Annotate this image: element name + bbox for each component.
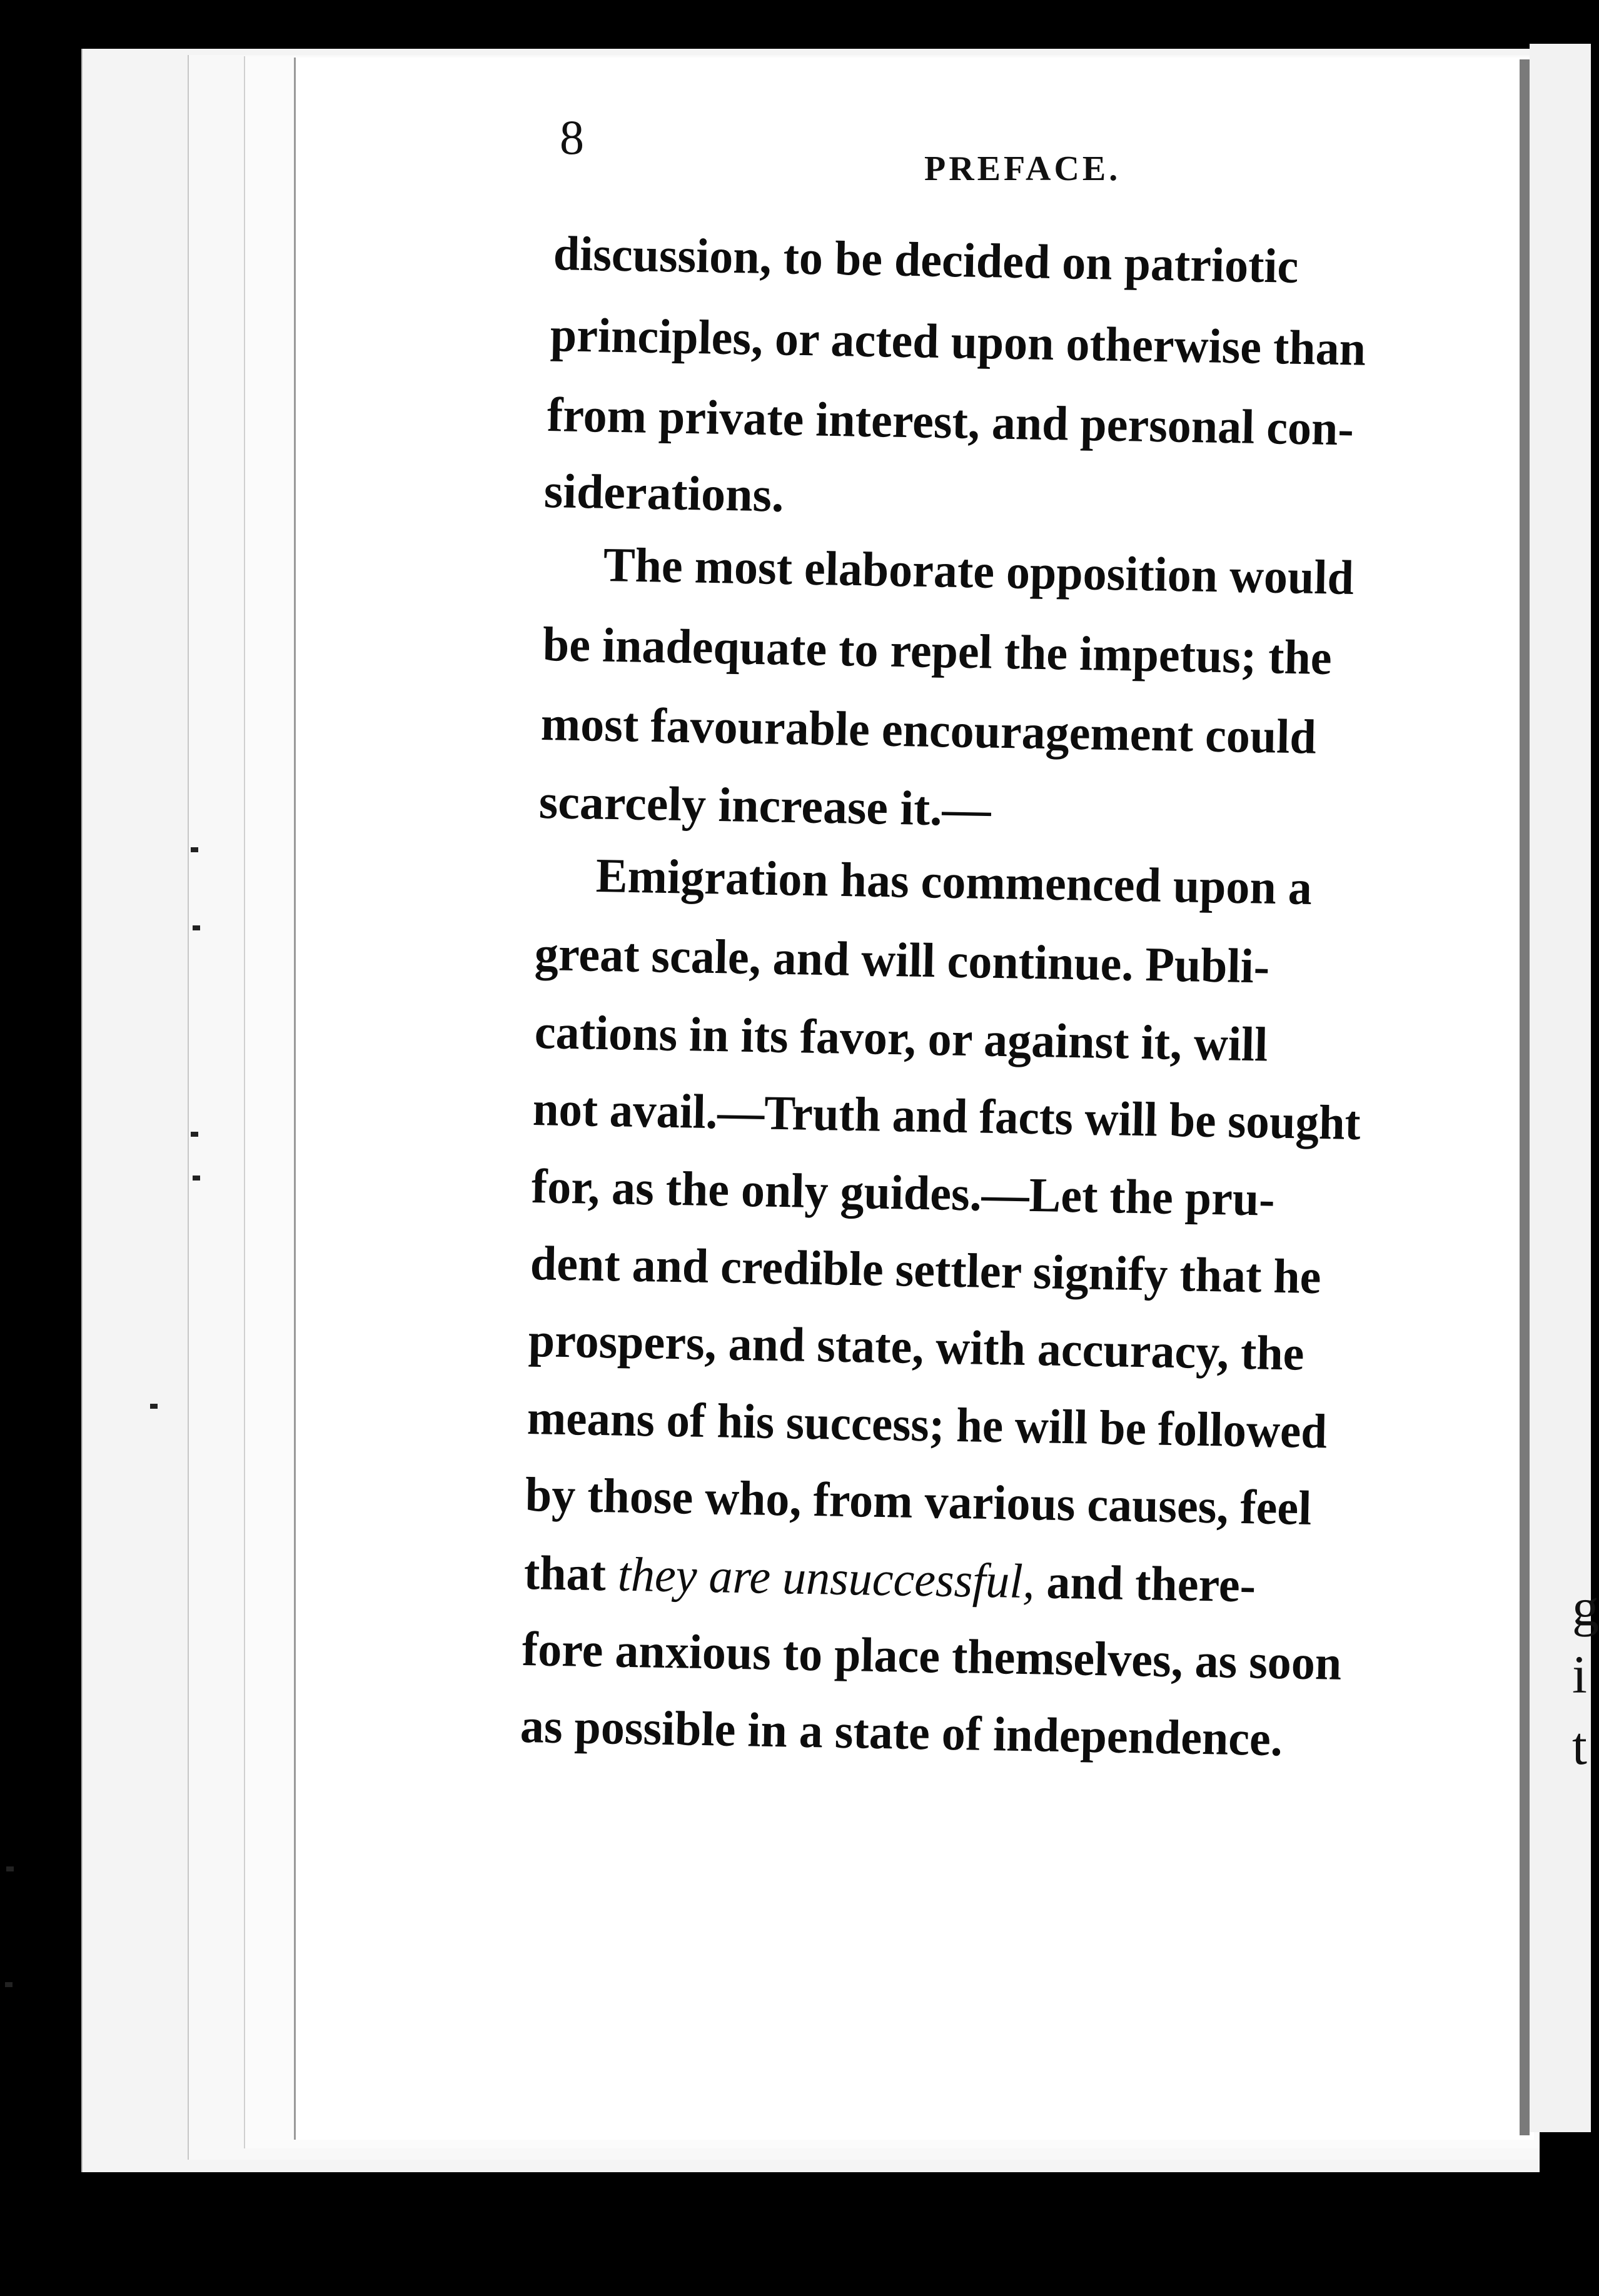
text-line: Emigration has commenced upon a: [595, 848, 1313, 915]
text-run: that: [523, 1545, 618, 1601]
text-line: from private interest, and personal con-: [547, 387, 1354, 456]
margin-mark: [5, 1982, 13, 1987]
margin-mark: [150, 1404, 158, 1409]
margin-mark: [6, 1866, 14, 1871]
running-head: PREFACE.: [924, 149, 1121, 188]
margin-mark: [193, 1176, 200, 1181]
margin-mark: [191, 847, 198, 852]
text-run: and there-: [1034, 1554, 1256, 1613]
page-number: 8: [560, 110, 584, 164]
text-line: siderations.: [543, 463, 785, 522]
facing-page-letter: i: [1572, 1644, 1587, 1704]
text-line: cations in its favor, or against it, will: [534, 1004, 1269, 1072]
facing-page-letter: g: [1572, 1577, 1599, 1637]
text-line: prospers, and state, with accuracy, the: [528, 1312, 1305, 1381]
text-line: discussion, to be decided on patriotic: [553, 226, 1299, 293]
text-line: most favourable encouragement could: [540, 696, 1317, 764]
text-line: principles, or acted upon otherwise than: [550, 307, 1366, 376]
page-gutter-shadow: [1520, 59, 1530, 2135]
facing-page-letter: t: [1572, 1716, 1587, 1776]
margin-mark: [193, 925, 200, 930]
text-line: The most elaborate opposition would: [603, 537, 1354, 605]
italic-phrase: they are unsuccessful,: [617, 1546, 1036, 1609]
text-line: for, as the only guides.—Let the pru-: [531, 1159, 1276, 1226]
facing-page-edge: [1530, 44, 1591, 2132]
text-line: not avail.—Truth and facts will be sought: [532, 1081, 1361, 1151]
margin-mark: [191, 1132, 198, 1137]
text-line: as possible in a state of independence.: [520, 1698, 1283, 1766]
text-line: great scale, and will continue. Publi-: [534, 926, 1270, 994]
text-line: scarcely increase it.—: [538, 774, 992, 837]
text-line: be inadequate to repel the impetus; the: [542, 617, 1333, 685]
text-line: dent and credible settler signify that he: [530, 1236, 1322, 1304]
text-line: by those who, from various causes, feel: [525, 1467, 1313, 1535]
text-line: means of his success; he will be followed: [527, 1390, 1328, 1459]
text-line: fore anxious to place themselves, as soon: [522, 1621, 1342, 1690]
